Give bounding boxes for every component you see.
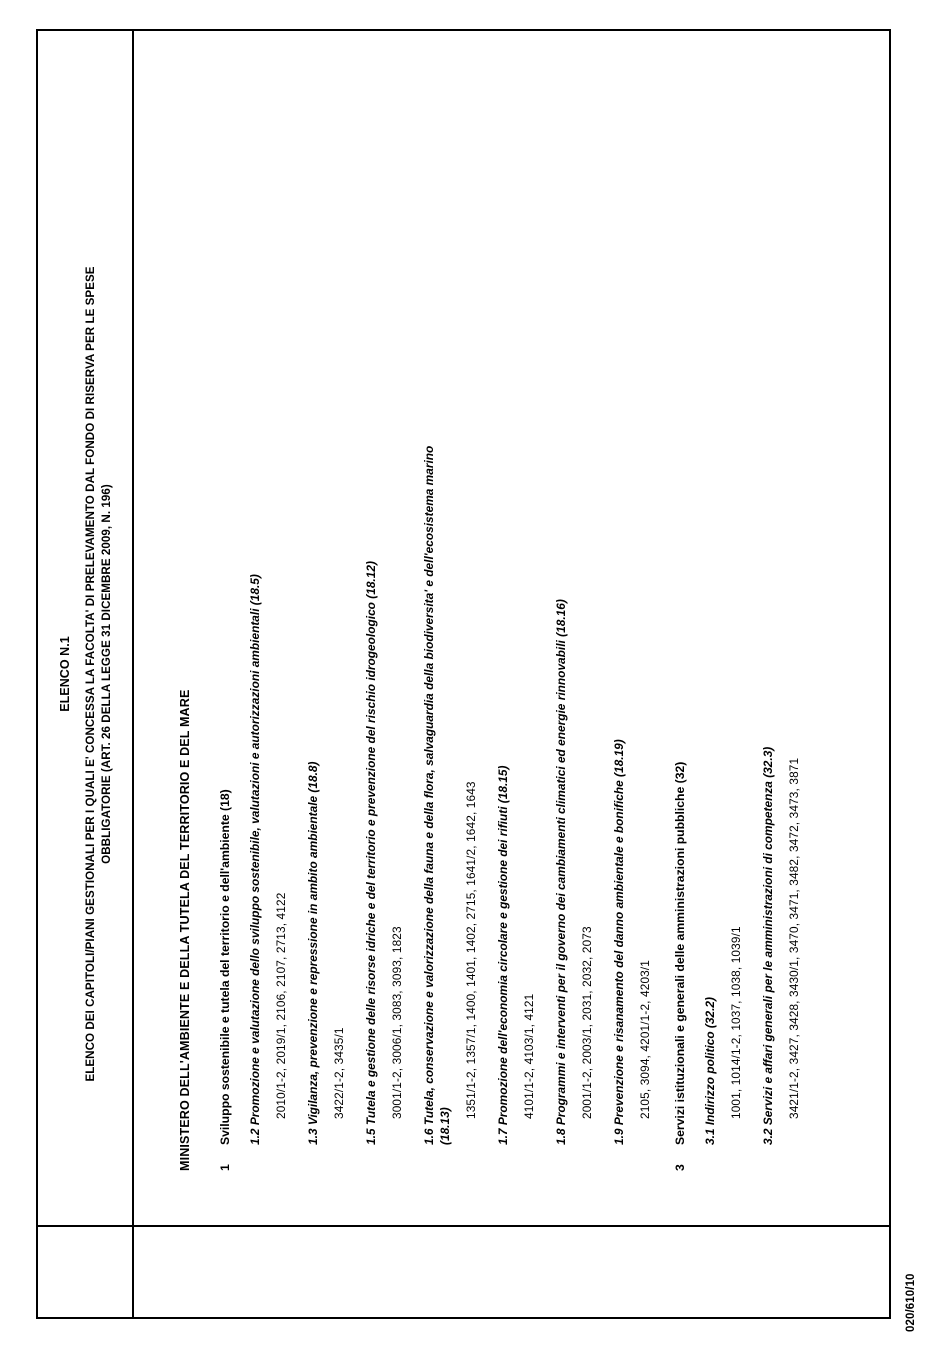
content-body <box>134 31 889 1225</box>
program-item <box>364 31 405 1145</box>
mission-row <box>673 31 687 1171</box>
mission-number: 3 <box>672 1164 687 1171</box>
program-item <box>306 31 347 1145</box>
chapter-list: 4101/1-2, 4103/1, 4121 <box>521 993 536 1119</box>
chapter-list: 2001/1-2, 2003/1, 2031, 2032, 2073 <box>579 926 594 1119</box>
program-title: 1.6 Tutela, conservazione e valorizzazione della fauna e della flora, salvaguardia della biodiversita' e dell'ecosistema marino (18.13) <box>422 445 452 1145</box>
document-frame <box>36 29 891 1319</box>
program-item <box>248 31 289 1145</box>
chapter-list: 1351/1-2, 1357/1, 1400, 1401, 1402, 2715, 1641/2, 1642, 1643 <box>463 781 478 1119</box>
mission-label: Sviluppo sostenibile e tutela del territorio e dell'ambiente (18) <box>218 789 232 1145</box>
document-code: 020/610/10 <box>905 1273 917 1332</box>
title-block <box>38 31 134 1317</box>
program-item <box>612 31 653 1145</box>
mission-number: 1 <box>218 1164 232 1171</box>
document-title-line-2: OBBLIGATORIE (ART. 26 DELLA LEGGE 31 DICEMBRE 2009, N. 196) <box>99 484 113 864</box>
program-item <box>496 31 537 1145</box>
program-title: 1.8 Programmi e interventi per il governo dei cambiamenti climatici ed energie rinnovabili (18.16) <box>553 599 568 1145</box>
program-title: 1.2 Promozione e valutazione dello sviluppo sostenibile, valutazioni e autorizzazioni ambientali (18.5) <box>248 574 262 1145</box>
chapter-list: 3422/1-2, 3435/1 <box>331 1027 346 1119</box>
program-title: 3.1 Indirizzo politico (32.2) <box>702 997 717 1145</box>
document-title <box>83 266 115 1081</box>
program-title: 3.2 Servizi e affari generali per le amministrazioni di competenza (32.3) <box>760 746 775 1145</box>
chapter-list: 1001, 1014/1-2, 1037, 1038, 1039/1 <box>728 926 743 1119</box>
chapter-list: 2010/1-2, 2019/1, 2106, 2107, 2713, 4122 <box>273 892 288 1119</box>
document-title-line-1: ELENCO DEI CAPITOLI/PIANI GESTIONALI PER I QUALI E' CONCESSA LA FACOLTA' DI PRELEVAMENTO DAL FONDO DI RISERVA PER LE SPESE <box>83 266 97 1082</box>
header-band <box>38 31 134 1317</box>
program-title: 1.7 Promozione dell'economia circolare e gestione dei rifiuti (18.15) <box>495 765 510 1145</box>
program-title: 1.5 Tutela e gestione delle risorse idriche e del territorio e prevenzione del rischio idrogeologico (18.12) <box>364 561 379 1145</box>
list-label: ELENCO N.1 <box>57 636 72 712</box>
program-title: 1.3 Vigilanza, prevenzione e repressione in ambito ambientale (18.8) <box>306 761 321 1145</box>
chapter-list: 2105, 3094, 4201/1-2, 4203/1 <box>637 959 652 1119</box>
mission-row <box>218 31 232 1171</box>
program-item <box>703 31 744 1145</box>
mission-label: Servizi istituzionali e generali delle amministrazioni pubbliche (32) <box>672 761 687 1145</box>
program-item <box>422 31 479 1145</box>
program-item <box>554 31 595 1145</box>
program-item <box>761 31 802 1145</box>
ministry-heading: MINISTERO DELL'AMBIENTE E DELLA TUTELA DEL TERRITORIO E DEL MARE <box>178 689 192 1171</box>
program-title: 1.9 Prevenzione e risanamento del danno ambientale e bonifiche (18.19) <box>611 739 626 1145</box>
column-divider <box>38 1225 889 1227</box>
chapter-list: 3421/1-2, 3427, 3428, 3430/1, 3470, 3471, 3482, 3472, 3473, 3871 <box>786 757 801 1119</box>
chapter-list: 3001/1-2, 3006/1, 3083, 3093, 1823 <box>389 926 404 1119</box>
